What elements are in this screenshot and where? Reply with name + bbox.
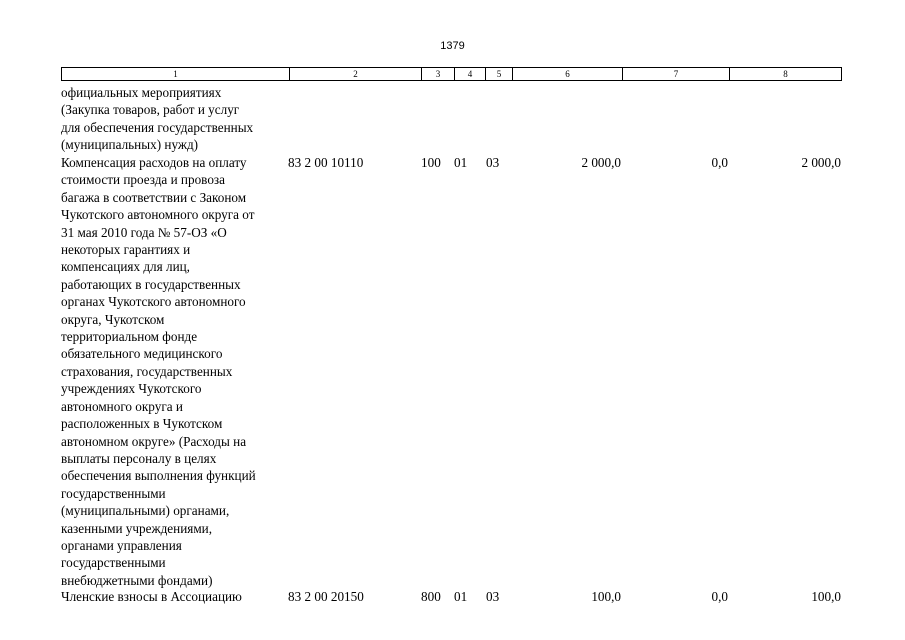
expense-type: 800 — [421, 589, 441, 604]
text-line: государственными — [61, 485, 166, 501]
amount-col-6: 2 000,0 — [581, 155, 621, 170]
text-line: стоимости проезда и провоза — [61, 172, 225, 188]
header-col-6: 6 — [512, 68, 622, 80]
subsection: 03 — [486, 155, 500, 170]
text-line: страхования, государственных — [61, 363, 233, 379]
row-description — [61, 154, 291, 589]
text-line: учреждениях Чукотского — [61, 381, 202, 397]
text-line: 31 мая 2010 года № 57-ОЗ «О — [61, 224, 227, 240]
text-line: автономном округе» (Расходы на — [61, 433, 247, 449]
row-description — [61, 588, 291, 605]
text-line: некоторых гарантиях и — [61, 242, 191, 258]
text-line: официальных мероприятиях — [61, 85, 222, 100]
header-col-3: 3 — [421, 68, 454, 80]
page-number: 1379 — [440, 40, 465, 52]
text-line: (муниципальными) органами, — [61, 503, 230, 519]
text-line: казенными учреждениями, — [61, 520, 213, 536]
amount-col-8: 2 000,0 — [801, 155, 841, 170]
header-col-5: 5 — [485, 68, 512, 80]
text-line: округа, Чукотском — [61, 311, 165, 327]
subsection: 03 — [486, 589, 500, 604]
amount-col-6: 100,0 — [591, 589, 621, 604]
text-line: территориальном фонде — [61, 329, 198, 345]
header-col-1: 1 — [173, 69, 178, 79]
text-line: для обеспечения государственных — [61, 119, 254, 135]
section: 01 — [454, 589, 468, 604]
amount-col-8: 100,0 — [811, 589, 841, 604]
text-line: внебюджетными фондами) — [61, 572, 213, 588]
amount-col-7: 0,0 — [711, 155, 728, 170]
text-line: (Закупка товаров, работ и услуг — [61, 102, 240, 118]
header-col-4: 4 — [454, 68, 485, 80]
text-line: компенсациях для лиц, — [61, 259, 190, 275]
text-line: органах Чукотского автономного — [61, 294, 246, 310]
header-col-7: 7 — [622, 68, 729, 80]
text-line: багажа в соответствии с Законом — [61, 189, 247, 205]
text-line: Чукотского автономного округа от — [61, 207, 255, 223]
header-col-2: 2 — [289, 68, 421, 80]
text-line: органами управления — [61, 537, 182, 553]
text-line: Компенсация расходов на оплату — [61, 155, 247, 170]
text-line: Членские взносы в Ассоциацию — [61, 589, 242, 604]
section: 01 — [454, 155, 468, 170]
target-article: 83 2 00 20150 — [288, 589, 364, 604]
text-line: расположенных в Чукотском — [61, 416, 223, 432]
text-line: государственными — [61, 555, 166, 571]
expense-type: 100 — [421, 155, 441, 170]
text-line: автономного округа и — [61, 398, 183, 414]
target-article: 83 2 00 10110 — [288, 155, 364, 170]
header-col-8: 8 — [729, 68, 841, 80]
amount-col-7: 0,0 — [711, 589, 728, 604]
text-line: обеспечения выполнения функций — [61, 468, 256, 484]
text-line: работающих в государственных — [61, 276, 241, 292]
text-line: выплаты персоналу в целях — [61, 450, 217, 466]
table-header — [61, 67, 842, 81]
continuation-text — [61, 84, 291, 154]
text-line: (муниципальных) нужд) — [61, 137, 199, 153]
text-line: обязательного медицинского — [61, 346, 223, 362]
